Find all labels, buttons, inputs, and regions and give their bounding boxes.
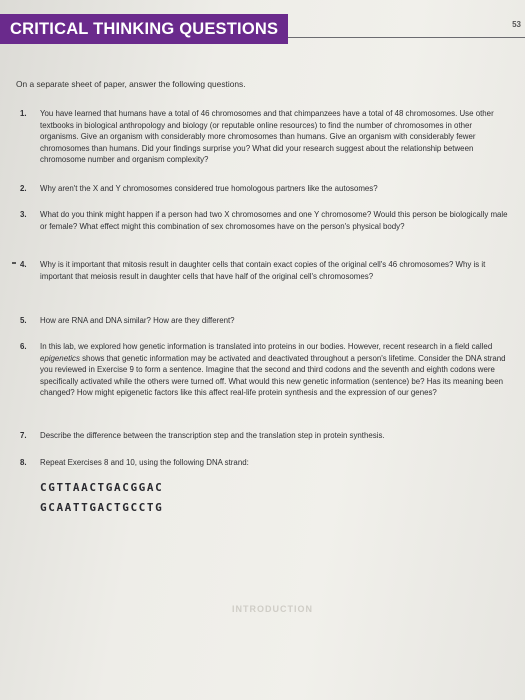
page-number: 53 [512,20,521,29]
question-5 [20,315,510,327]
question-text: Describe the difference between the transcription step and the translation step in protein synthesis. [40,431,385,440]
pen-mark [12,262,16,264]
question-number: 4. [20,260,27,269]
question-1 [20,108,510,166]
question-number: 8. [20,458,27,467]
question-text: What do you think might happen if a person had two X chromosomes and one Y chromosome? Would this person be biologically male or female? What effect might this combination of sex chromosomes have on the person's physical body? [40,210,508,231]
section-title: CRITICAL THINKING QUESTIONS [10,20,279,38]
question-6 [20,341,510,399]
question-7 [20,430,510,442]
header-rule [288,37,525,38]
question-text: Why is it important that mitosis result in daughter cells that contain exact copies of the original cell's 46 chromosomes? Why is it important that meiosis result in daughter cells that have half of the original cell's chromosomes? [40,260,486,281]
question-text: Repeat Exercises 8 and 10, using the following DNA strand: [40,458,249,467]
question-text-part: shows that genetic information may be activated and deactivated throughout a person's lifetime. Consider the DNA strand you reviewed in Exercise 9 to form a sentence. Imagine that the second and third codons and the seventh and eighth codons were specifically activated while the others were turned off. What would this new genetic information (sentence) be? Has its meaning been changed? How might epigenetic factors like this affect real-life protein synthesis and the expression of our genes? [40,353,506,397]
question-4 [20,259,510,282]
question-8 [20,457,510,469]
question-text: Why aren't the X and Y chromosomes considered true homologous partners like the autosomes? [40,184,378,193]
question-number: 3. [20,210,27,219]
question-3 [20,209,510,232]
question-text [40,341,510,399]
question-number: 2. [20,184,27,193]
watermark: INTRODUCTION [232,604,313,614]
question-number: 5. [20,316,27,325]
question-number: 1. [20,109,27,118]
instructions: On a separate sheet of paper, answer the following questions. [16,79,246,89]
emphasized-term: epigenetics [40,353,80,363]
dna-strand-line-2: GCAATTGACTGCCTG [40,501,164,514]
question-number: 7. [20,431,27,440]
question-2 [20,183,510,195]
question-number: 6. [20,342,27,351]
question-text-part: In this lab, we explored how genetic information is translated into proteins in our bodies. However, recent research in a field called [40,342,493,351]
dna-strand-line-1: CGTTAACTGACGGAC [40,481,164,494]
question-text: How are RNA and DNA similar? How are they different? [40,316,235,325]
question-text: You have learned that humans have a total of 46 chromosomes and that chimpanzees have a total of 48 chromosomes. Use other textbooks in biological anthropology and biology (or reputable online resources) to find the number of chromosomes in other organisms. Give an organism with considerably more chromosomes than humans. Give an organism with considerably fewer chromosomes than humans. Did your findings surprise you? What did your research suggest about the relationship between chromosome number and organism complexity? [40,109,494,164]
